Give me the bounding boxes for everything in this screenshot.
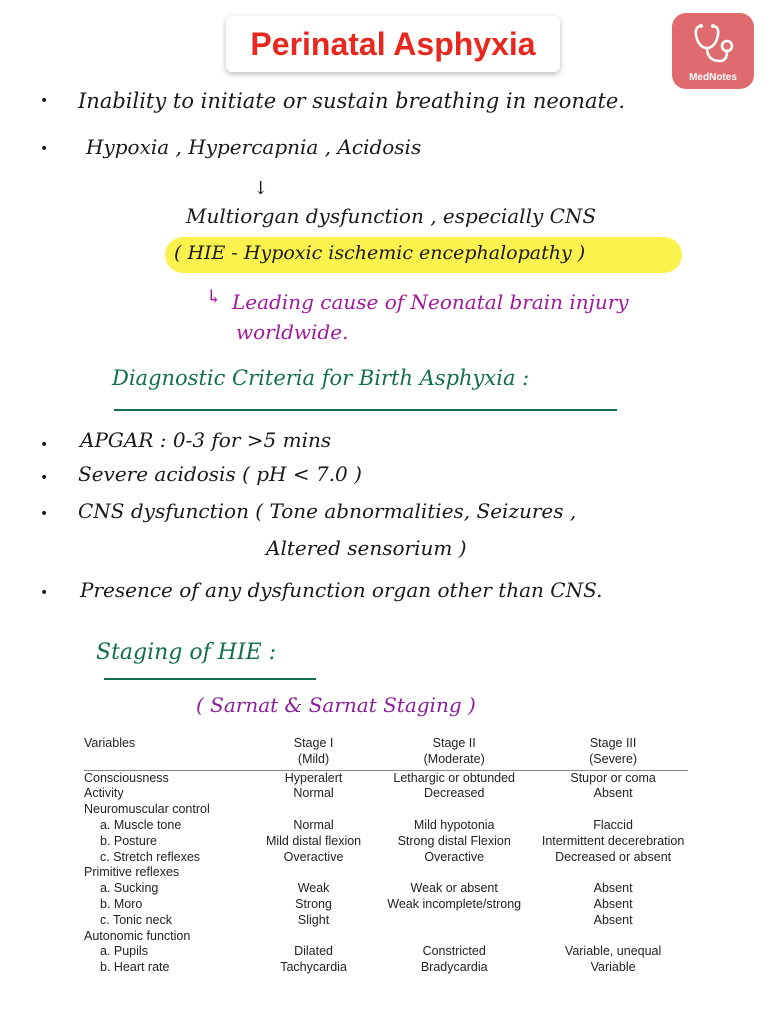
table-header-row xyxy=(84,736,688,770)
bullet: • xyxy=(40,437,49,453)
stethoscope-icon xyxy=(689,21,737,67)
table-row: c. Tonic neck Slight Absent xyxy=(100,912,633,927)
diagnostic-item-continuation: Altered sensorium ) xyxy=(266,536,467,560)
header-stage-2: Stage II (Moderate) xyxy=(423,736,485,766)
table-row: Consciousness Hyperalert Lethargic or obtunded Stupor or coma xyxy=(84,770,656,785)
diagnostic-heading: Diagnostic Criteria for Birth Asphyxia : xyxy=(112,366,530,390)
heading-underline xyxy=(114,409,617,411)
table-row: b. Moro Strong Weak incomplete/strong Absent xyxy=(100,896,633,911)
diagnostic-item: APGAR : 0-3 for >5 mins xyxy=(80,428,332,452)
diagnostic-item: Severe acidosis ( pH < 7.0 ) xyxy=(78,462,362,486)
table-group-row: Neuromuscular control xyxy=(84,802,210,817)
bullet: • xyxy=(40,141,49,157)
bullet: • xyxy=(40,585,49,601)
staging-underline xyxy=(104,678,316,680)
page-title: Perinatal Asphyxia xyxy=(250,25,536,62)
table-row: a. Muscle tone Normal Mild hypotonia Flaccid xyxy=(100,817,633,832)
sarnat-staging-table xyxy=(84,736,688,976)
table-row: a. Sucking Weak Weak or absent Absent xyxy=(100,881,633,896)
staging-subheading: ( Sarnat & Sarnat Staging ) xyxy=(196,693,476,717)
bullet: • xyxy=(40,470,49,486)
table-row: Activity Normal Decreased Absent xyxy=(84,786,633,801)
bullet: • xyxy=(40,93,49,109)
header-stage-3: Stage III (Severe) xyxy=(589,736,638,766)
logo-text: MedNotes xyxy=(689,72,737,83)
consequence-text: Multiorgan dysfunction , especially CNS xyxy=(186,204,597,228)
table-row: a. Pupils Dilated Constricted Variable, unequal xyxy=(100,944,662,959)
curved-arrow-icon: ↳ xyxy=(206,286,222,308)
hie-text: ( HIE - Hypoxic ischemic encephalopathy ) xyxy=(174,242,586,264)
features-text: Hypoxia , Hypercapnia , Acidosis xyxy=(86,135,422,159)
table-group-row: Autonomic function xyxy=(84,928,191,943)
table-group-row: Primitive reflexes xyxy=(84,865,180,880)
note-line-1: Leading cause of Neonatal brain injury xyxy=(232,290,629,314)
header-stage-1: Stage I (Mild) xyxy=(293,736,334,766)
header-variables: Variables xyxy=(84,736,136,750)
diagnostic-item: CNS dysfunction ( Tone abnormalities, Seizures , xyxy=(78,499,577,523)
bullet: • xyxy=(40,506,49,522)
note-line-2: worldwide. xyxy=(236,320,349,344)
down-arrow-icon: ↓ xyxy=(253,178,269,199)
mednotes-logo xyxy=(672,13,754,89)
table-row: c. Stretch reflexes Overactive Overactive Decreased or absent xyxy=(100,849,672,864)
table-row: b. Posture Mild distal flexion Strong distal Flexion Intermittent decerebration xyxy=(100,833,685,848)
staging-heading: Staging of HIE : xyxy=(96,640,277,665)
diagnostic-item: Presence of any dysfunction organ other than CNS. xyxy=(80,578,603,602)
table-row: b. Heart rate Tachycardia Bradycardia Variable xyxy=(100,960,636,975)
definition-text: Inability to initiate or sustain breathing in neonate. xyxy=(78,89,626,113)
title-card xyxy=(226,16,560,72)
